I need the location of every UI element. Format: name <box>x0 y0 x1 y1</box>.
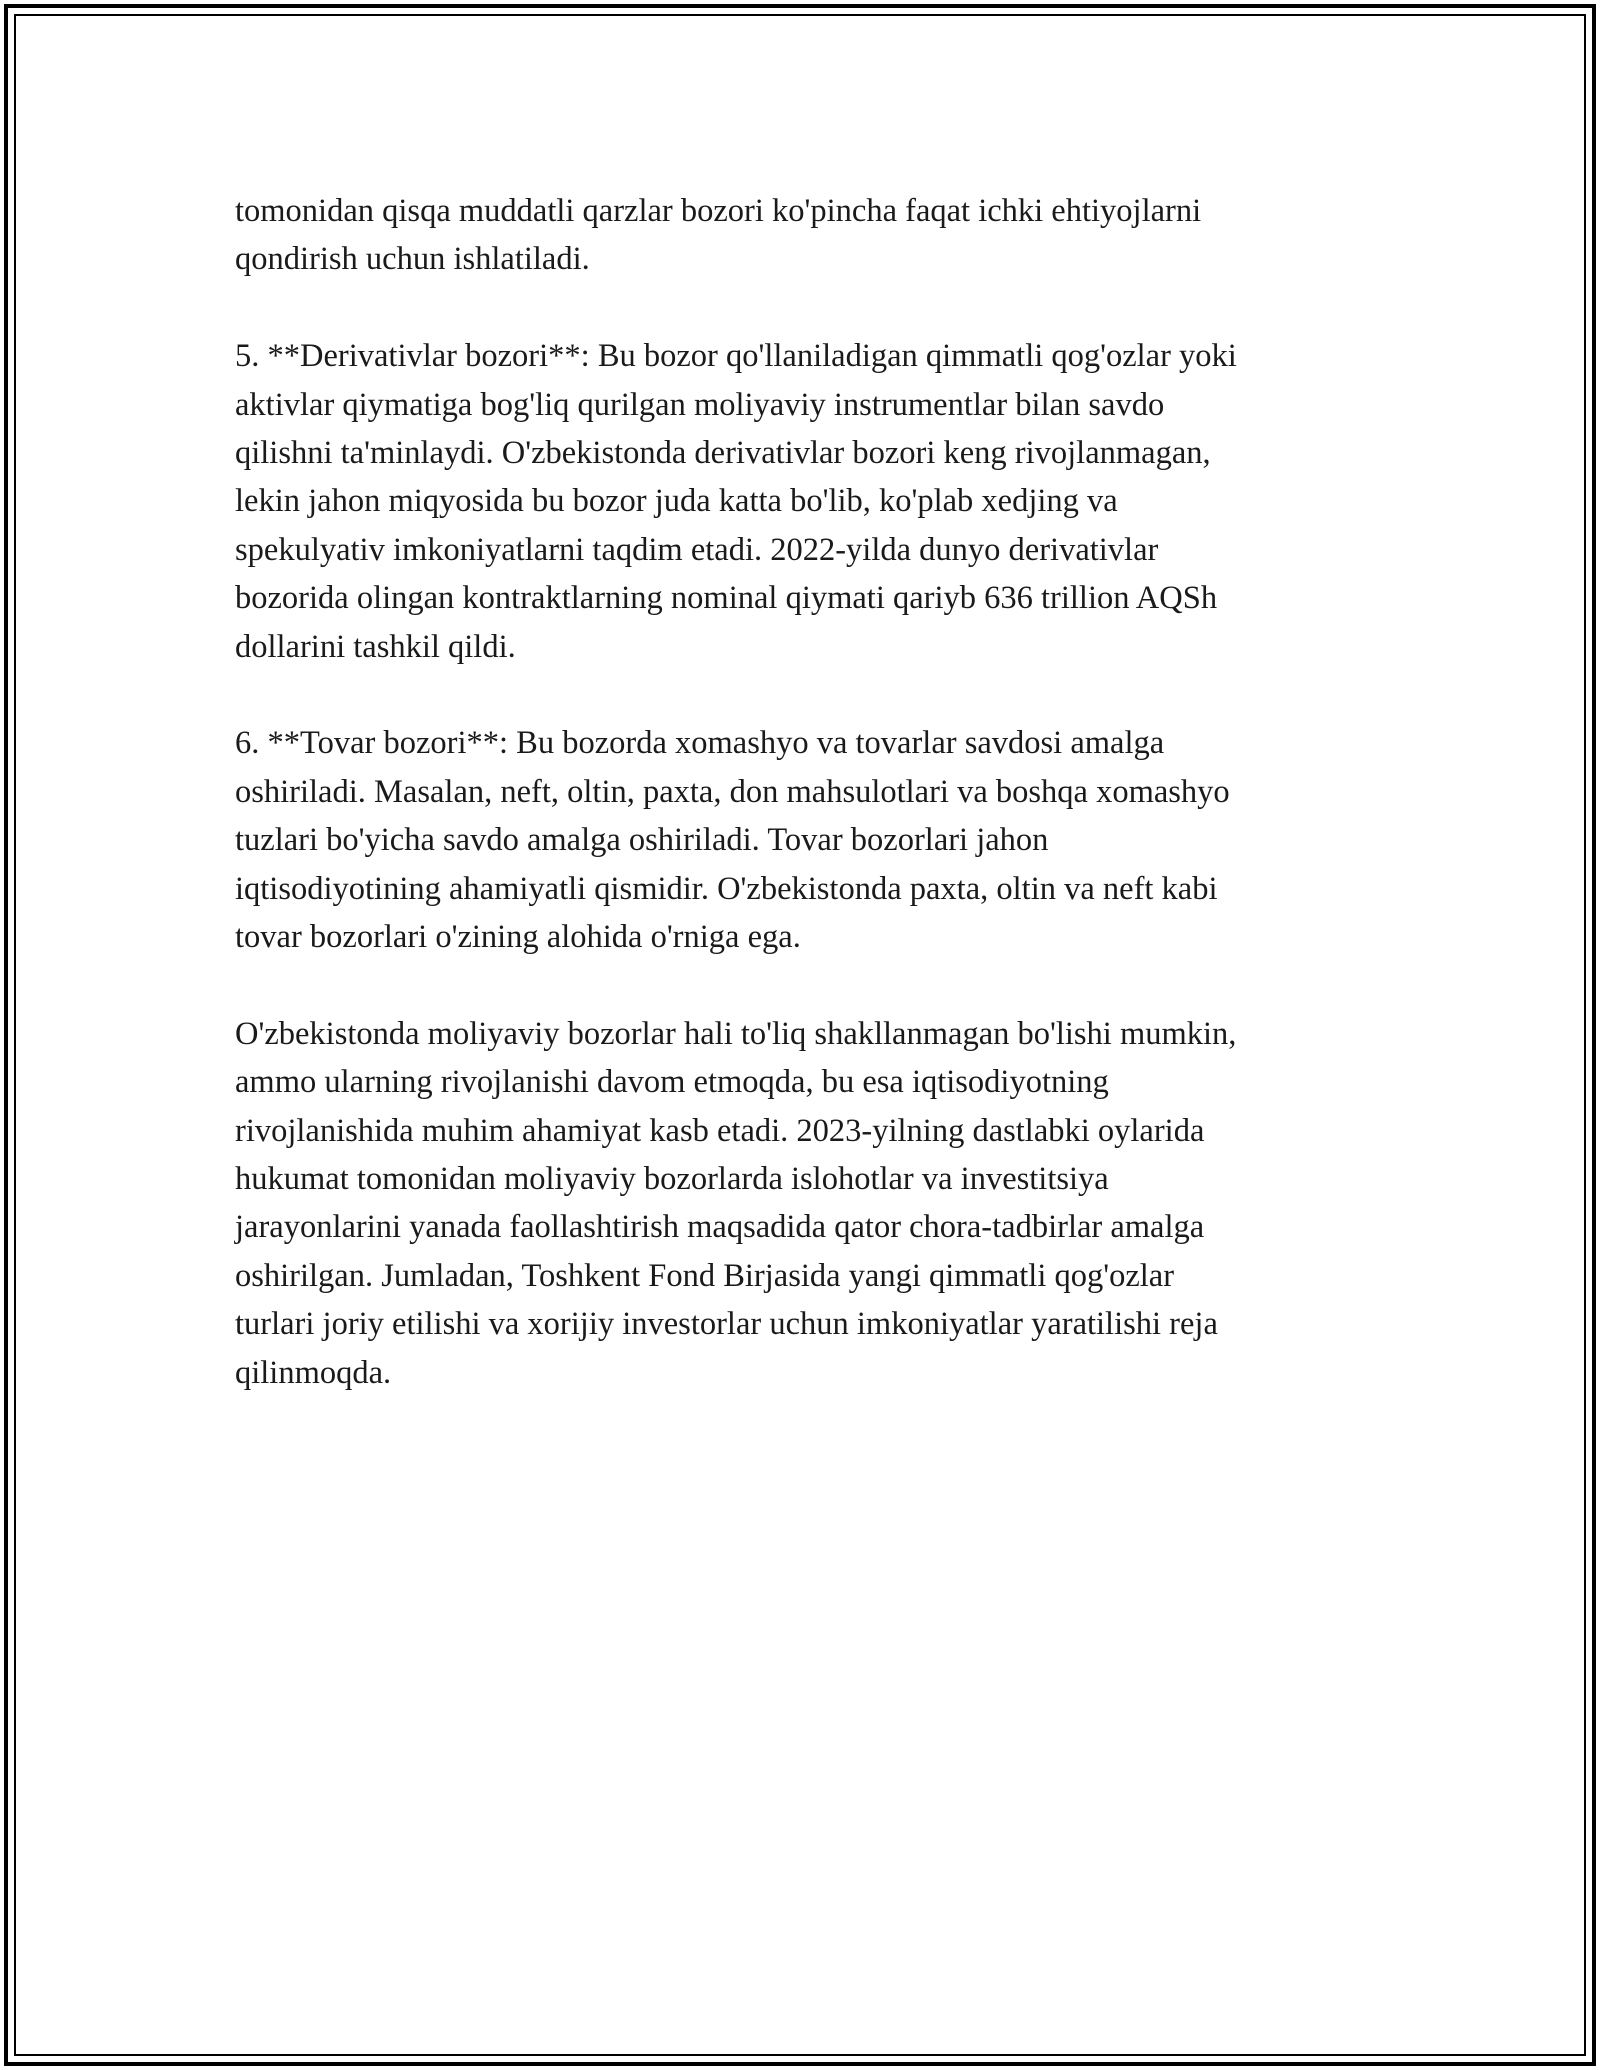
document-body <box>235 187 1385 1446</box>
text-line: aktivlar qiymatiga bog'liq qurilgan moliyaviy instrumentlar bilan savdo <box>235 386 1165 423</box>
text-line: spekulyativ imkoniyatlarni taqdim etadi. 2022-yilda dunyo derivativlar <box>235 531 1159 568</box>
text-line: tuzlari bo'yicha savdo amalga oshiriladi. Tovar bozorlari jahon <box>235 822 1049 859</box>
text-line: turlari joriy etilishi va xorijiy investorlar uchun imkoniyatlar yaratilishi reja <box>235 1306 1218 1343</box>
paragraph-derivatives-market <box>235 332 1385 671</box>
paragraph-conclusion <box>235 1010 1385 1397</box>
text-line: hukumat tomonidan moliyaviy bozorlarda islohotlar va investitsiya <box>235 1161 1109 1198</box>
text-line: qilinmoqda. <box>235 1354 392 1391</box>
text-line: qilishni ta'minlaydi. O'zbekistonda derivativlar bozori keng rivojlanmagan, <box>235 435 1211 472</box>
text-line: oshiriladi. Masalan, neft, oltin, paxta, don mahsulotlari va boshqa xomashyo <box>235 773 1230 810</box>
text-line: 5. **Derivativlar bozori**: Bu bozor qo'llaniladigan qimmatli qog'ozlar yoki <box>235 338 1237 375</box>
text-line: ammo ularning rivojlanishi davom etmoqda, bu esa iqtisodiyotning <box>235 1064 1109 1101</box>
paragraph-commodity-market <box>235 719 1385 961</box>
text-line: dollarini tashkil qildi. <box>235 628 516 665</box>
text-line: O'zbekistonda moliyaviy bozorlar hali to'liq shakllanmagan bo'lishi mumkin, <box>235 1015 1237 1052</box>
text-line: oshirilgan. Jumladan, Toshkent Fond Birjasida yangi qimmatli qog'ozlar <box>235 1257 1175 1294</box>
text-line: rivojlanishida muhim ahamiyat kasb etadi. 2023-yilning dastlabki oylarida <box>235 1112 1205 1149</box>
text-line: qondirish uchun ishlatiladi. <box>235 241 590 278</box>
text-line: tovar bozorlari o'zining alohida o'rniga ega. <box>235 919 801 956</box>
text-line: iqtisodiyotining ahamiyatli qismidir. O'zbekistonda paxta, oltin va neft kabi <box>235 870 1218 907</box>
text-line: tomonidan qisqa muddatli qarzlar bozori ko'pincha faqat ichki ehtiyojlarni <box>235 193 1202 229</box>
text-line: lekin jahon miqyosida bu bozor juda katta bo'lib, ko'plab xedjing va <box>235 483 1118 520</box>
paragraph-continuation <box>235 187 1385 284</box>
text-line: 6. **Tovar bozori**: Bu bozorda xomashyo va tovarlar savdosi amalga <box>235 725 1165 762</box>
text-line: bozorida olingan kontraktlarning nominal qiymati qariyb 636 trillion AQSh <box>235 580 1218 617</box>
text-line: jarayonlarini yanada faollashtirish maqsadida qator chora-tadbirlar amalga <box>235 1209 1205 1246</box>
